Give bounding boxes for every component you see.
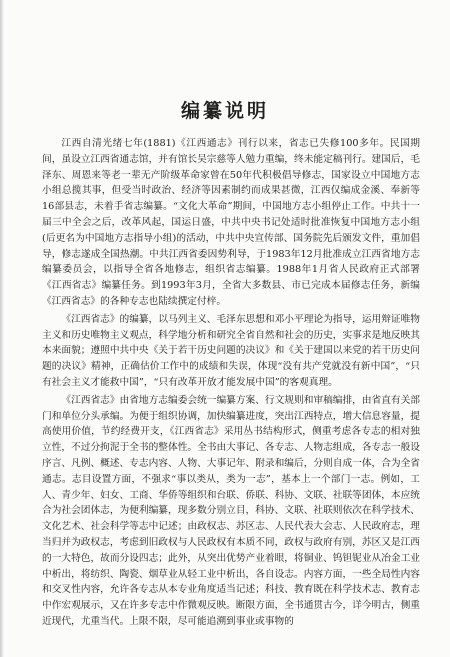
paragraph-guiding-principles: 《江西省志》的编纂，以马列主义、毛泽东思想和邓小平理论为指导，运用辩证唯物主义和历史唯物主义观点，科学地分析和研究全省自然和社会的历史，实事求是地反映其本来面貌；遵照中共中央《关于若干历史问题的决议》和《关于建国以来党的若干历史问题的决议》精神，正确估价工作中的成绩和失误，体现“没有共产党就没有新中国”，“只有社会主义才能救中国”，“只有改革开放才能发展中国”的客观真理。	[42, 313, 420, 388]
paragraph-compilation-structure: 《江西省志》由省地方志编委会统一编纂方案、行文规则和审稿编排，由省直有关部门和单位分头承编。为便于组织协调，加快编纂进度，突出江西特点，增大信息容量，提高使用价值，节约经费开支，《江西省志》采用丛书结构形式，侧重考虑各专志的相对独立性，不过分拘泥于全书的整体性。全书由大事记、各专志、人物志组成，各专志一般设序言、凡例、概述、专志内容、人物、大事记年、附录和编后，分则自成一体，合为全省通志。志目设置方面，不强求“事以类从，类为一志”，基本上一个部门一志。例如，工人、青少年、妇女、工商、华侨等组织和台联、侨联、科协、文联、社联等团体，本应统合为社会团体志，为便利编纂，现多数分别立目，科协、文联、社联则依次在科学技术、文化艺术、社会科学等志中记述；由政权志、苏区志、人民代表大会志、人民政府志，理当归并为政权志，考虑到旧政权与人民政权有本质不同，政权与政府有别，苏区又是江西的一大特色，故而分设四志；此外，从突出优势产业着眼，将铜业、钨钽铌业从冶金工业中析出，将纺织、陶瓷、烟草业从轻工业中析出，各自设志。内容方面，一些全局性内容和交叉性内容，允许各专志从本专业角度适当记述；科技、教育既在科学技术志、教育志中作宏观展示，又在许多专志中作微观反映。断限方面，全书通贯古今，详今明古，侧重近现代，尤重当代。上限不限，尽可能追溯到事业或事物的	[42, 394, 420, 627]
paragraph-history: 江西自清光绪七年(1881)《江西通志》刊行以来，省志已失修100多年。民国期间，虽设立江西省通志馆，并有馆长吴宗慈等人勉力重编，终未能定稿刊行。建国后，毛泽东、周恩来等老一辈无产阶级革命家曾在50年代积极倡导修志，国家设立中国地方志小组总揽其事，但受当时政治、经济等因素制约而成果甚微，江西仅编成金溪、奉新等16部县志，未着手省志编纂。“文化大革命”期间，中国地方志小组停止工作。中共十一届三中全会之后，改革风起，国运日盛，中共中央书记处适时批准恢复中国地方志小组(后更名为中国地方志指导小组)的活动，中共中央宣传部、国务院先后颁发文件，重加倡导，修志遂成全国热潮。中共江西省委因势利导，于1983年12月批准成立江西省地方志编纂委员会，以指导全省各地修志，组织省志编纂。1988年1月省人民政府正式部署《江西省志》编纂任务。到1993年3月，全省大多数县、市已完成本届修志任务，新编《江西省志》的各种专志也陆续撰定付梓。	[42, 138, 420, 307]
document-body	[42, 136, 420, 632]
page-title: 编纂说明	[180, 100, 269, 122]
